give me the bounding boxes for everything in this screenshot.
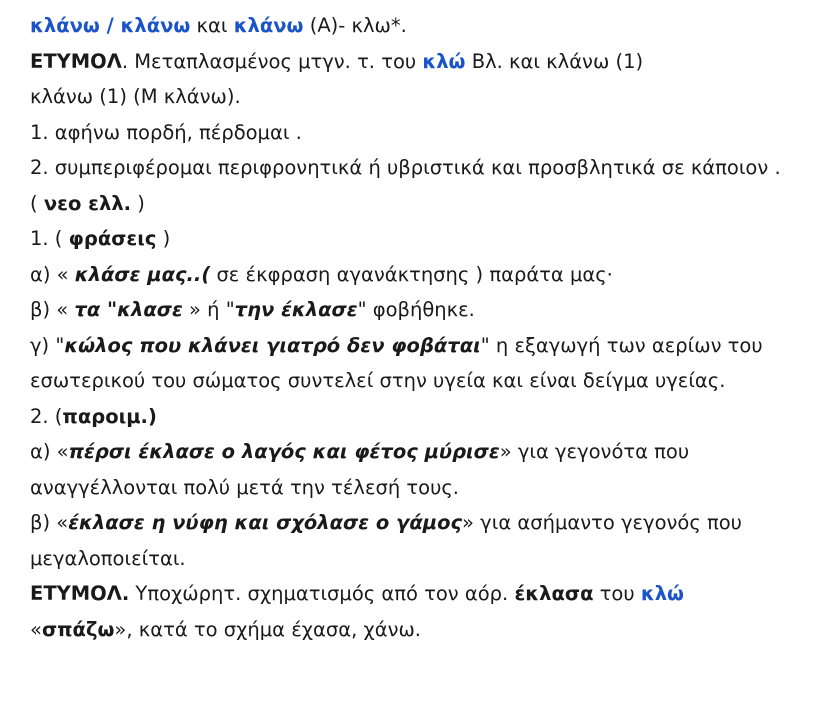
entry-headword-line xyxy=(30,8,806,44)
headword-primary[interactable]: κλάνω / κλάνω xyxy=(30,14,191,37)
entry-paragraph-paroim-a xyxy=(30,434,806,505)
text-segment: σπάζω xyxy=(41,617,115,641)
text-segment: ( xyxy=(30,191,44,215)
text-segment: κλάνω (1) (Μ κλάνω). xyxy=(30,85,241,108)
entry-paragraph-sense-2 xyxy=(30,150,806,186)
text-segment: " η εξαγωγή των αερίων του εσωτερικού του σώματος συντελεί στην υγεία και είναι δείγμα υγείας. xyxy=(30,333,763,392)
text-segment: 1. αφήνω πορδή, πέρδομαι . xyxy=(30,120,302,144)
entry-paragraph-paroim-head xyxy=(30,399,806,435)
text-segment: » για ασήμαντο γεγονός που μεγαλοποιείται. xyxy=(30,511,742,570)
text-segment: α) « xyxy=(30,440,69,463)
text-segment: του xyxy=(593,582,641,605)
entry-paragraph-phrase-b xyxy=(30,292,806,328)
text-segment: β) « xyxy=(30,298,75,321)
entry-paragraph-phrase-g xyxy=(30,328,806,399)
text-segment: Υποχώρητ. σχηματισμός από τον αόρ. xyxy=(129,582,515,605)
text-segment: . Μεταπλασμένος μτγν. τ. του xyxy=(121,49,423,73)
text-segment: έκλασα xyxy=(514,582,594,605)
text-segment: έκλασε η νύφη και σχόλασε ο γάμος xyxy=(68,511,463,534)
entry-paragraph-sense-1 xyxy=(30,115,806,151)
cross-reference-link[interactable]: κλώ xyxy=(640,582,684,605)
text-segment: τα "κλασε xyxy=(74,298,183,321)
text-segment: " φοβήθηκε. xyxy=(357,298,475,321)
text-segment: α) « xyxy=(30,262,75,286)
headword-tail: (Α)- κλω*. xyxy=(303,14,407,37)
text-segment: « xyxy=(30,617,42,641)
text-segment: φράσεις xyxy=(68,227,157,250)
text-segment: » για γεγονότα που αναγγέλλονται πολύ μετά την τέλεσή τους. xyxy=(30,440,690,499)
text-segment: κλάσε μας..( xyxy=(74,262,211,286)
text-segment: νεο ελλ. xyxy=(43,191,132,215)
text-segment: 2. ( xyxy=(30,404,63,428)
entry-paragraph-etymol-2 xyxy=(30,576,806,612)
text-segment: » ή " xyxy=(182,298,235,321)
entry-paragraph-paroim-b xyxy=(30,505,806,576)
text-segment: », κατά το σχήμα έχασα, χάνω. xyxy=(114,617,422,641)
text-segment: β) « xyxy=(30,511,69,534)
text-segment: 2. συμπεριφέρομαι περιφρονητικά ή υβριστικά και προσβλητικά σε κάποιον . xyxy=(30,156,781,179)
text-segment: ) xyxy=(156,227,171,250)
entry-paragraph-etymol-2b xyxy=(30,612,806,648)
text-segment: 1. ( xyxy=(30,227,69,250)
text-segment: ΕΤΥΜΟΛ. xyxy=(30,582,130,605)
entry-paragraph-neo-ell xyxy=(30,186,806,222)
entry-paragraph-etymol-1 xyxy=(30,44,806,80)
text-segment: παροιμ.) xyxy=(62,404,157,428)
headword-conjunction: και xyxy=(190,14,234,37)
text-segment: την έκλασε xyxy=(234,298,358,321)
text-segment: ) xyxy=(131,191,145,215)
text-segment: γ) " xyxy=(30,333,65,357)
text-segment: κώλος που κλάνει γιατρό δεν φοβάται xyxy=(64,333,481,357)
entry-paragraph-klano-1 xyxy=(30,79,806,115)
text-segment: ΕΤΥΜΟΛ xyxy=(30,49,122,73)
text-segment: Βλ. και κλάνω (1) xyxy=(465,49,644,73)
text-segment: πέρσι έκλασε ο λαγός και φέτος μύρισε xyxy=(68,440,500,463)
entry-body xyxy=(30,44,806,648)
text-segment: σε έκφραση αγανάκτησης ) παράτα μας· xyxy=(210,262,613,286)
entry-paragraph-phrases-head xyxy=(30,221,806,257)
cross-reference-link[interactable]: κλώ xyxy=(422,49,466,73)
headword-secondary[interactable]: κλάνω xyxy=(233,14,304,37)
entry-paragraph-phrase-a xyxy=(30,257,806,293)
